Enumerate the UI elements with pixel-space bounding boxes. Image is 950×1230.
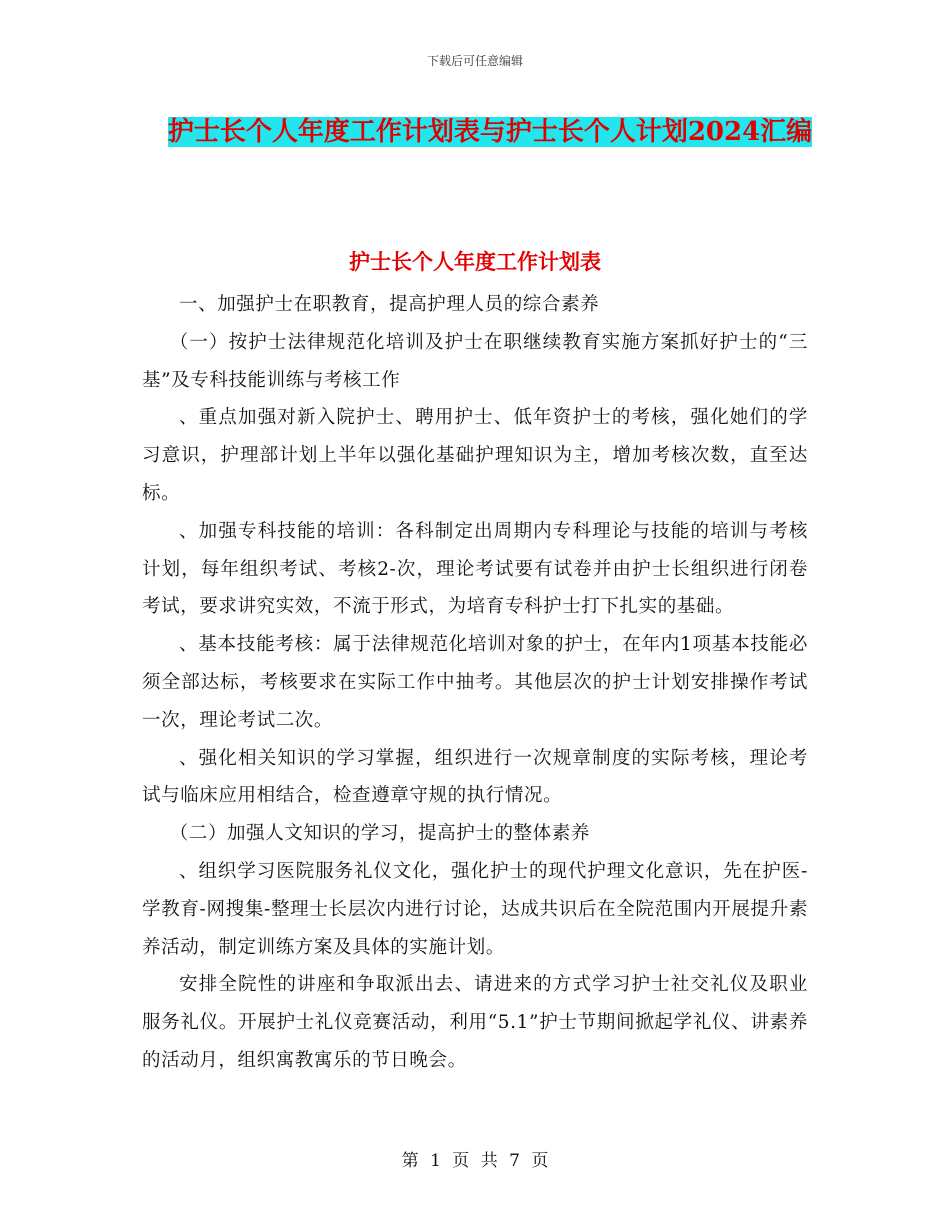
document-title-text: 护士长个人年度工作计划表与护士长个人计划2024汇编 (167, 117, 813, 147)
paragraph: 安排全院性的讲座和争取派出去、请进来的方式学习护士社交礼仪及职业服务礼仪。开展护士礼仪竞赛活动，利用“5.1”护士节期间掀起学礼仪、讲素养的活动月，组织寓教寓乐的节日晚会。 (142, 974, 808, 1071)
page-header-note: 下载后可任意编辑 (426, 54, 523, 68)
paragraph: 、组织学习医院服务礼仪文化，强化护士的现代护理文化意识，先在护医-学教育-网搜集-整理士长层次内进行讨论，达成共识后在全院范围内开展提升素养活动，制定训练方案及具体的实施计划。 (142, 860, 808, 958)
heading-1: 一、加强护士在职教育，提高护理人员的综合素养 (179, 294, 600, 315)
paragraph: 、基本技能考核：属于法律规范化培训对象的护士，在年内1项基本技能必须全部达标，考核要求在实际工作中抽考。其他层次的护士计划安排操作考试一次，理论考试二次。 (142, 634, 808, 731)
paragraph: 、重点加强对新入院护士、聘用护士、低年资护士的考核，强化她们的学习意识，护理部计划上半年以强化基础护理知识为主，增加考核次数，直至达标。 (142, 407, 808, 504)
document-body (142, 286, 808, 1080)
section-title: 护士长个人年度工作计划表 (349, 249, 601, 274)
paragraph: 、强化相关知识的学习掌握，组织进行一次规章制度的实际考核，理论考试与临床应用相结合，检查遵章守规的执行情况。 (142, 747, 808, 807)
subheading-2: （二）加强人文知识的学习，提高护士的整体素养 (169, 823, 590, 845)
document-title (150, 108, 830, 156)
subheading-1: （一）按护士法律规范化培训及护士在职继续教育实施方案抓好护士的“三基”及专科技能训练与考核工作 (142, 331, 808, 391)
page-number: 第 1 页 共 7 页 (401, 1151, 549, 1171)
paragraph: 、加强专科技能的培训：各科制定出周期内专科理论与技能的培训与考核计划，每年组织考试、考核2-次，理论考试要有试卷并由护士长组织进行闭卷考试，要求讲究实效，不流于形式，为培育专科护士打下扎实的基础。 (142, 520, 808, 618)
